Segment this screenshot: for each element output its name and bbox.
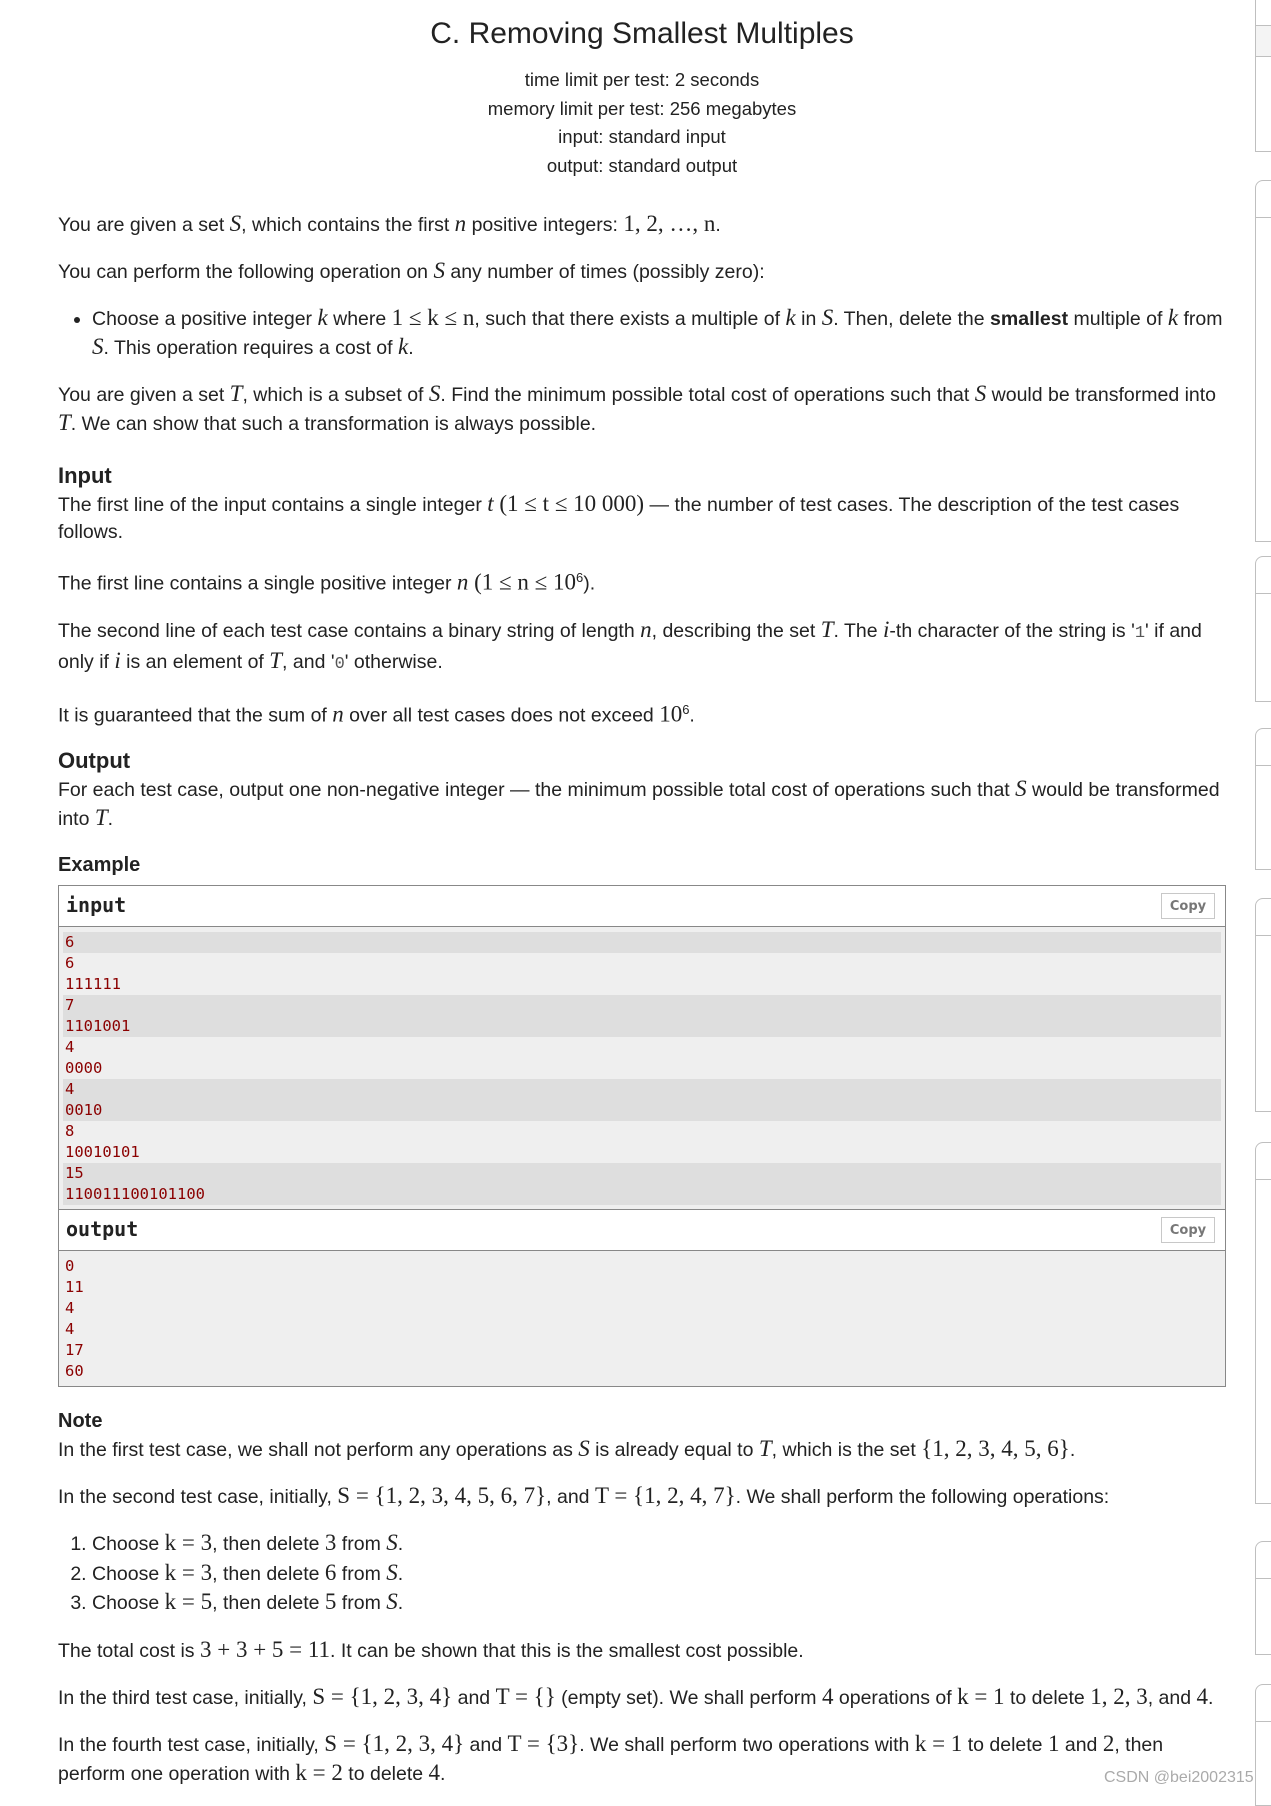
operation-item: • Choose a positive integer k where 1 ≤ k ≤ n, such that there exists a multiple of k in S. Then, delete the smallest multiple of k from S. This operation requires a cost of k. xyxy=(92,304,1226,362)
output-heading: Output xyxy=(58,748,131,773)
sample-output-line: 17 xyxy=(65,1341,84,1359)
copy-input-button[interactable]: Copy xyxy=(1161,893,1215,919)
sample-output-line: 4 xyxy=(65,1299,75,1317)
note-paragraph: In the fourth test case, initially, S = {1, 2, 3, 4} and T = {3}. We shall perform two operations with k = 1 to delete 1 and 2, then perform one operation with k = 2 to delete 4. xyxy=(58,1730,1164,1785)
sample-input-line: 4 xyxy=(63,1079,1221,1100)
sample-output-line: 0 xyxy=(65,1257,75,1275)
sample-input-line: 1101001 xyxy=(63,1016,1221,1037)
right-sidebar xyxy=(1255,0,1271,1796)
legend-paragraph: You can perform the following operation on S any number of times (possibly zero): xyxy=(58,258,765,283)
sample-output-line: 4 xyxy=(65,1320,75,1338)
output-type: output: standard output xyxy=(546,154,738,176)
sample-input-line: 0000 xyxy=(65,1059,103,1077)
sidebar-box xyxy=(1255,898,1271,1112)
operation-list xyxy=(58,304,1226,362)
sidebar-box xyxy=(1255,180,1271,542)
sample-input-line: 110011100101100 xyxy=(63,1184,1221,1205)
sample-input-line: 8 xyxy=(65,1122,75,1140)
watermark: CSDN @bei2002315 xyxy=(1104,1769,1254,1786)
sample-output-line: 60 xyxy=(65,1362,84,1380)
input-paragraph: The first line contains a single positive integer n $(1 \le n \le 10^6)$. xyxy=(58,569,596,595)
input-paragraph: It is guaranteed that the sum of n over all test cases does not exceed $10^6$. xyxy=(58,701,695,726)
sample-input-line: 4 xyxy=(65,1038,75,1056)
sample-input-line: 15 xyxy=(63,1163,1221,1184)
sample-input-body xyxy=(59,927,1225,1209)
note-paragraph: In the first test case, we shall not perform any operations as S is already equal to T, which is the set {1, 2, 3, 4, 5, 6}. xyxy=(58,1436,1076,1461)
note-step: 3. Choose k = 5, then delete 5 from S. xyxy=(92,1588,1226,1618)
input-paragraph: The second line of each test case contains a binary string of length n, describing the set T. The i-th character of the string is '1' if and only if i is an element of T, and '0' otherwise. xyxy=(58,616,1202,674)
sample-input-line: 0010 xyxy=(63,1100,1221,1121)
sample-output xyxy=(58,1210,1226,1387)
note-step: 1. Choose k = 3, then delete 3 from S. xyxy=(92,1529,1226,1559)
sidebar-box xyxy=(1255,0,1271,152)
note-paragraph: In the third test case, initially, S = {1, 2, 3, 4} and T = {} (empty set). We shall perform 4 operations of k = 1 to delete 1, 2, 3, and 4. xyxy=(58,1683,1214,1709)
input-paragraph: The first line of the input contains a single integer t (1 ≤ t ≤ 10 000) — the number of test cases. The description of the test cases follows. xyxy=(58,491,1180,543)
note-steps xyxy=(58,1529,1226,1618)
sidebar-box xyxy=(1255,1142,1271,1504)
problem-statement xyxy=(58,0,1226,1806)
time-limit: time limit per test: 2 seconds xyxy=(524,69,760,90)
memory-limit: memory limit per test: 256 megabytes xyxy=(487,97,797,119)
sample-output-header xyxy=(59,1210,1225,1251)
sample-input-line: 6 xyxy=(63,932,1221,953)
output-paragraph: For each test case, output one non-negative integer — the minimum possible total cost of operations such that S would be transformed into T. xyxy=(58,776,1220,830)
legend-paragraph: You are given a set S, which contains the first n positive integers: 1, 2, …, n. xyxy=(58,211,721,236)
sample-input-line: 10010101 xyxy=(65,1143,140,1161)
sample-output-line: 11 xyxy=(65,1278,84,1296)
note-paragraph: In the second test case, initially, S = {1, 2, 3, 4, 5, 6, 7}, and T = {1, 2, 4, 7}. We shall perform the following operations: xyxy=(58,1483,1110,1508)
note-paragraph: The total cost is 3 + 3 + 5 = 11. It can be shown that this is the smallest cost possible. xyxy=(58,1636,804,1662)
sidebar-box xyxy=(1255,728,1271,870)
note-heading: Note xyxy=(58,1410,103,1432)
sample-output-body xyxy=(59,1251,1225,1386)
problem-legend xyxy=(58,210,1226,438)
copy-output-button[interactable]: Copy xyxy=(1161,1217,1215,1243)
sample-input-line: 7 xyxy=(63,995,1221,1016)
sidebar-box xyxy=(1255,1541,1271,1655)
note-step: 2. Choose k = 3, then delete 6 from S. xyxy=(92,1559,1226,1589)
sample-input xyxy=(58,885,1226,1210)
example-heading: Example xyxy=(58,854,141,876)
input-type: input: standard input xyxy=(558,126,726,147)
sample-input-header xyxy=(59,886,1225,927)
sidebar-box xyxy=(1255,556,1271,702)
problem-title: C. Removing Smallest Multiples xyxy=(430,17,854,50)
sample-output-label: output xyxy=(66,1217,139,1241)
legend-paragraph: You are given a set T, which is a subset of S. Find the minimum possible total cost of operations such that S would be transformed into T. We can show that such a transformation is always possible. xyxy=(58,381,1217,435)
sample-input-line: 111111 xyxy=(65,975,121,993)
input-heading: Input xyxy=(58,463,112,488)
sidebar-box xyxy=(1255,1684,1271,1806)
sample-input-label: input xyxy=(66,893,127,917)
sample-input-line: 6 xyxy=(65,954,75,972)
